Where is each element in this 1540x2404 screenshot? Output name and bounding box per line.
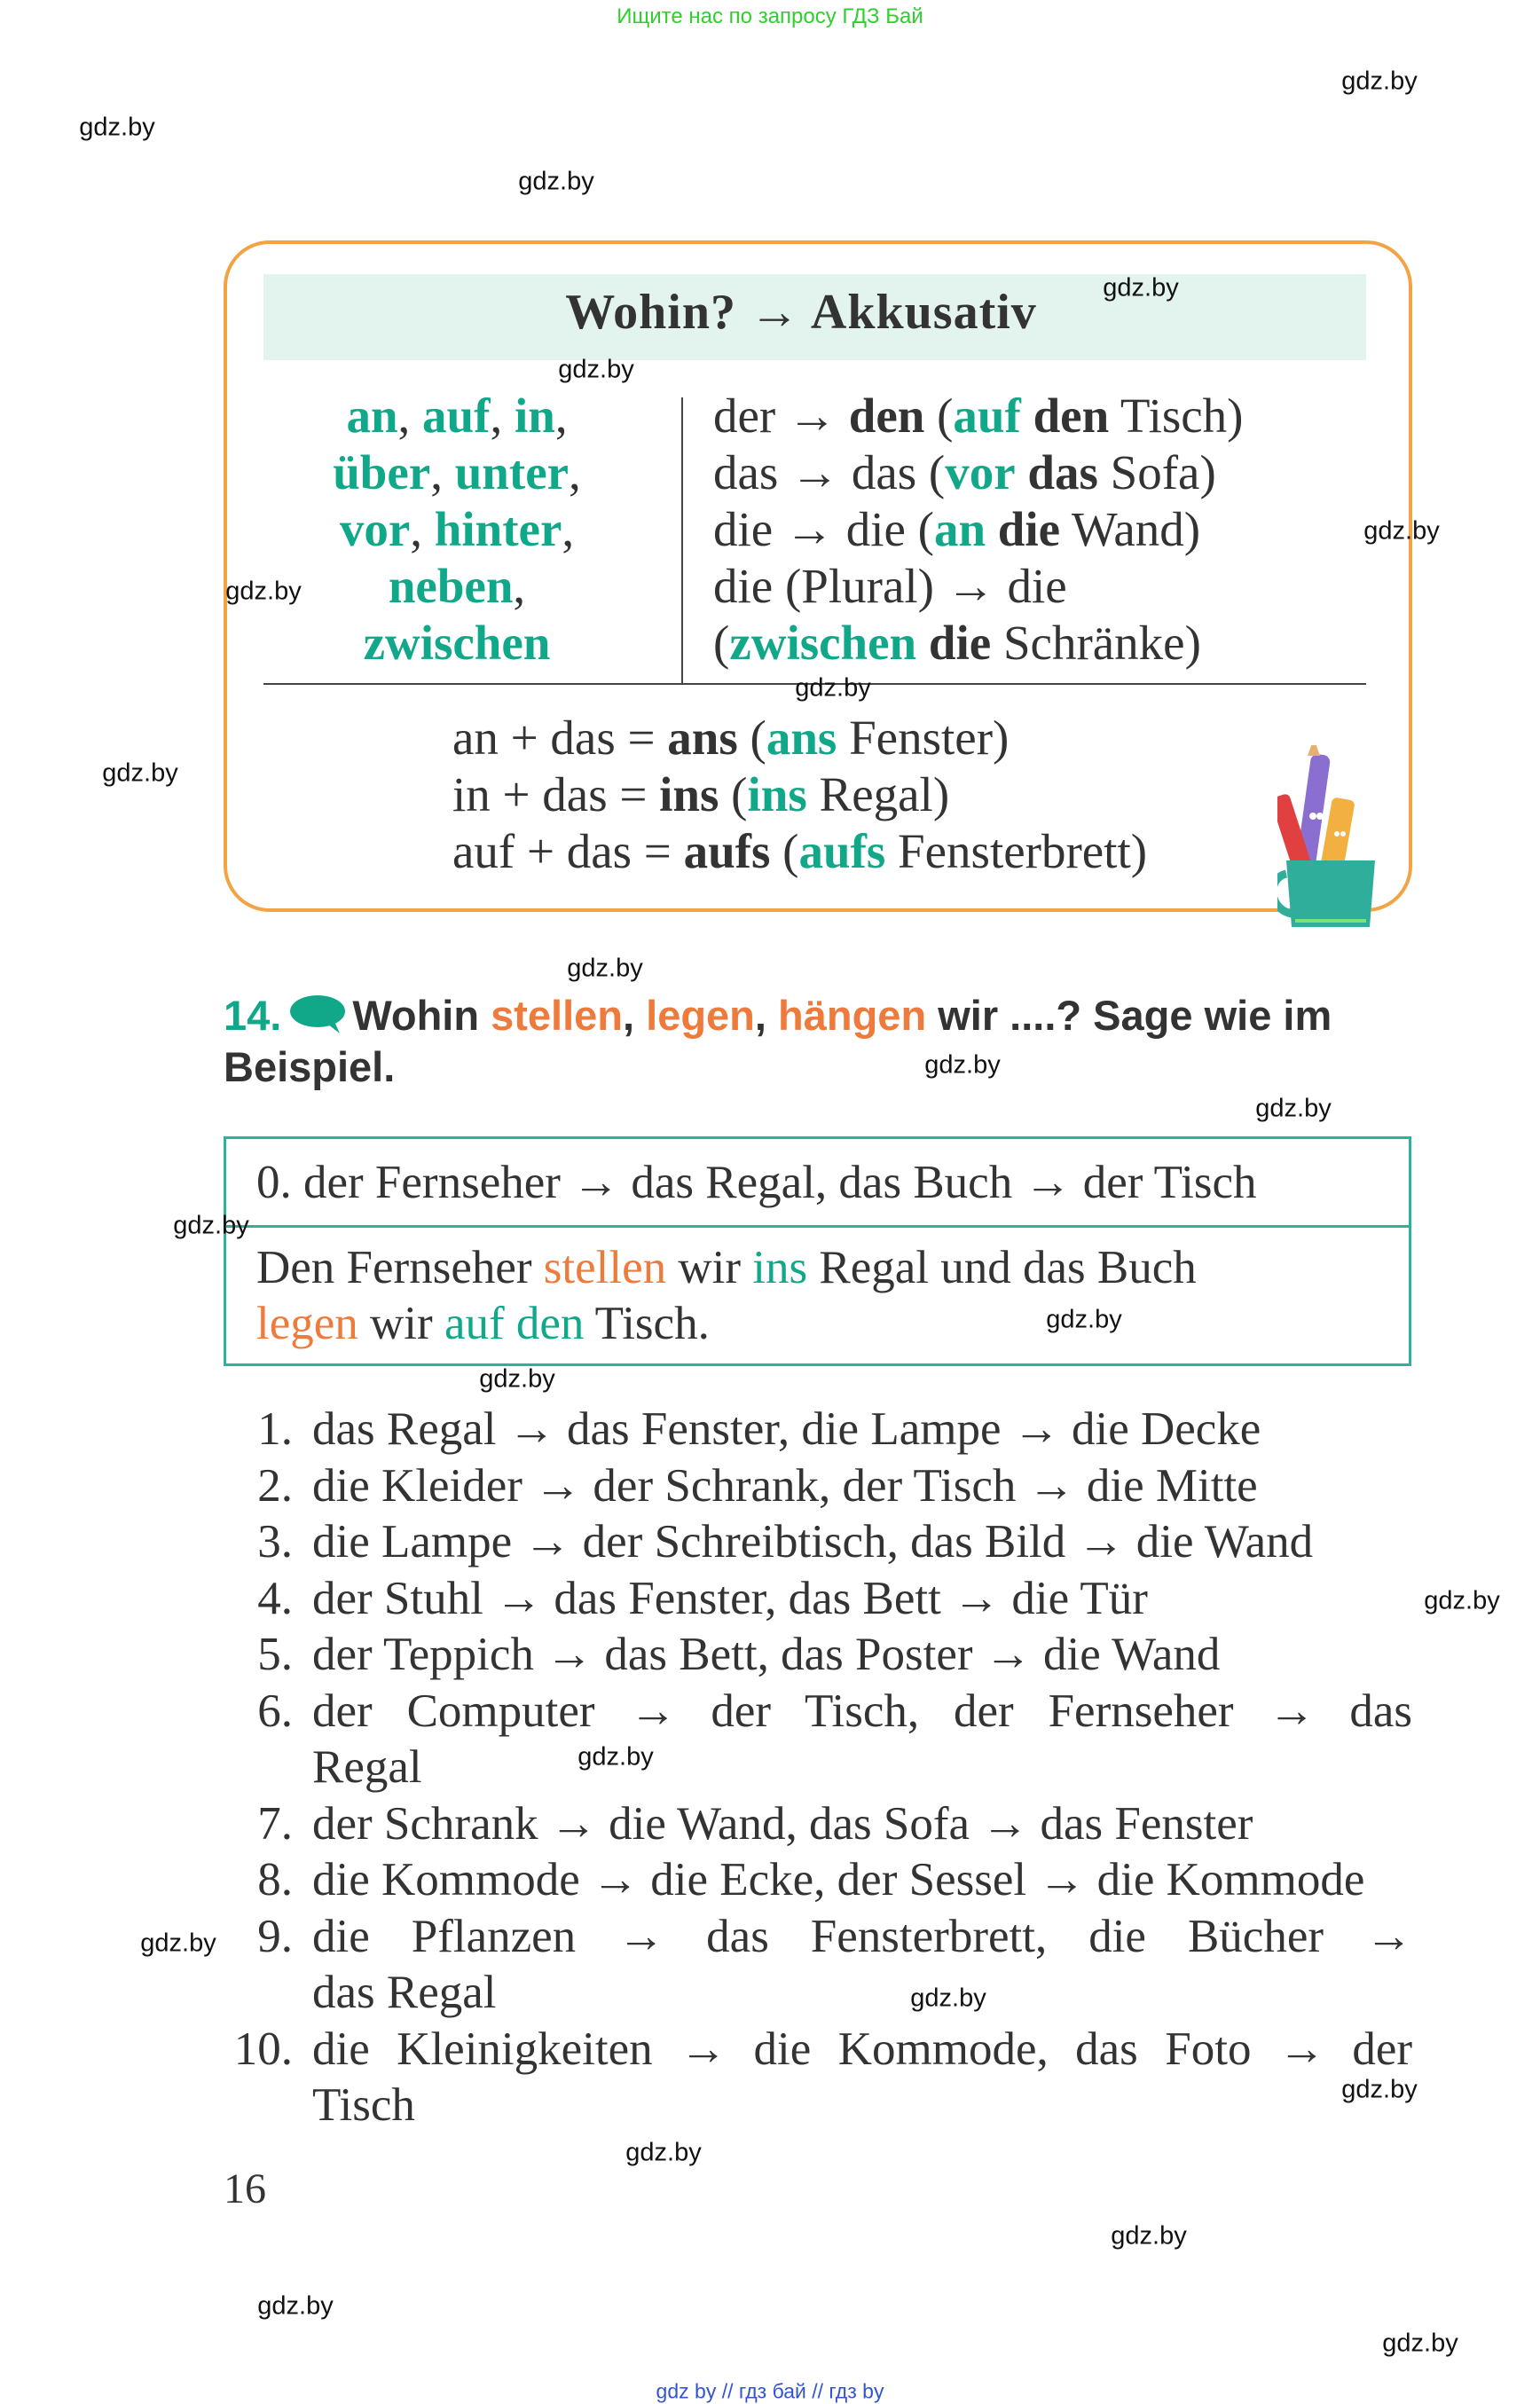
example-divider (226, 1225, 1409, 1228)
item-text: der Computer → der Tisch, der Fernseher → das (312, 1685, 1412, 1737)
watermark: gdz.by (1341, 2075, 1418, 2104)
watermark: gdz.by (79, 113, 155, 142)
text-segment (986, 502, 998, 556)
item-text: die Pflanzen → das Fensterbrett, die Bücher → (312, 1910, 1412, 1962)
highlighted-word: an (933, 502, 986, 556)
item-text: die Kleider → der Schrank, der Tisch → die Mitte (312, 1459, 1258, 1512)
pencil-mug-illustration (1277, 745, 1410, 936)
highlighted-word: über (333, 445, 431, 499)
watermark: gdz.by (558, 355, 634, 384)
item-number: 1. (257, 1403, 293, 1455)
highlighted-word: legen (256, 1298, 358, 1349)
footer-links[interactable]: gdz by // гдз бай // гдз by (656, 2379, 884, 2403)
exercise-item (224, 1627, 1412, 1684)
text-segment: die (Plural) → die (713, 559, 1067, 613)
watermark: gdz.by (140, 1929, 216, 1958)
highlighted-word: neben (388, 559, 514, 613)
text-line (263, 444, 650, 501)
text-segment: , (410, 502, 435, 556)
item-number: 3. (257, 1516, 293, 1567)
search-hint-banner[interactable]: Ищите нас по запросу ГДЗ Бай (617, 4, 923, 28)
watermark: gdz.by (1424, 1586, 1500, 1615)
text-segment: ( (770, 824, 799, 878)
text-segment: , (397, 389, 423, 443)
highlighted-word: zwischen (363, 616, 551, 670)
highlighted-word: aufs (683, 824, 771, 878)
text-line (263, 558, 650, 615)
text-segment: der → (713, 389, 849, 443)
text-segment: , (623, 992, 647, 1039)
highlighted-word: auf (422, 389, 491, 443)
text-segment (1016, 445, 1028, 499)
example-answer (256, 1240, 1197, 1352)
exercise-item (224, 1684, 1412, 1796)
item-text: die Kleinigkeiten → die Kommode, das Foto → der (312, 2023, 1412, 2075)
exercise-item (224, 1514, 1412, 1571)
exercise-item (224, 1796, 1412, 1853)
highlighted-word: ins (747, 767, 807, 821)
exercise-item (224, 1458, 1412, 1515)
speech-bubble-icon (288, 994, 347, 1043)
text-segment: , (569, 445, 581, 499)
exercise-item (224, 1402, 1412, 1458)
text-segment: , (490, 389, 515, 443)
item-text: die Lampe → der Schreibtisch, das Bild → die Wand (312, 1516, 1314, 1567)
highlighted-word: ans (667, 711, 738, 765)
item-number: 6. (257, 1685, 293, 1737)
text-line (713, 615, 1244, 672)
text-segment: Tisch) (1109, 389, 1244, 443)
text-segment: , (754, 992, 779, 1039)
exercise-item (224, 1852, 1412, 1909)
text-segment: , (430, 445, 455, 499)
item-number: 8. (257, 1854, 293, 1905)
item-text: der Stuhl → das Fenster, das Bett → die Tür (312, 1572, 1148, 1624)
highlighted-word: hängen (778, 992, 927, 1039)
item-text: das Regal (312, 1967, 497, 2018)
watermark: gdz.by (1382, 2329, 1458, 2358)
highlighted-word: stellen (491, 992, 624, 1039)
text-segment: Wand) (1060, 502, 1201, 556)
item-text: der Teppich → das Bett, das Poster → die Wand (312, 1629, 1221, 1680)
item-text: das Regal → das Fenster, die Lampe → die Decke (312, 1403, 1261, 1455)
text-segment: 0. der Fernseher → das Regal, das Buch → der Tisch (256, 1157, 1257, 1208)
text-segment (1021, 389, 1033, 443)
highlighted-word: zwischen (729, 616, 917, 670)
text-segment: ( (737, 711, 766, 765)
watermark: gdz.by (518, 167, 594, 196)
highlighted-word: in (514, 389, 555, 443)
text-segment: in + das = (452, 767, 660, 821)
text-line (263, 388, 650, 444)
highlighted-word: den (1033, 389, 1110, 443)
watermark: gdz.by (1255, 1094, 1332, 1123)
page-number: 16 (224, 2165, 266, 2212)
prepositions-list (263, 388, 650, 672)
item-number: 9. (257, 1910, 293, 1962)
text-segment: Den Fernseher (256, 1242, 544, 1293)
text-segment: das → das ( (713, 445, 946, 499)
item-number: 2. (257, 1459, 293, 1512)
text-line (263, 615, 650, 672)
text-segment: Regal und das Buch (807, 1242, 1197, 1293)
highlighted-word: unter (454, 445, 570, 499)
text-segment: Tisch. (584, 1298, 710, 1349)
highlighted-word: hinter (434, 502, 562, 556)
task-instruction (224, 992, 1332, 1090)
text-segment: , (513, 559, 526, 613)
text-segment: Wohin (352, 992, 491, 1039)
exercise-item (224, 1571, 1412, 1628)
text-segment: ( (719, 767, 748, 821)
example-prompt (256, 1155, 1257, 1211)
item-text: Regal (312, 1741, 422, 1793)
text-line (713, 388, 1244, 444)
text-segment: ( (924, 389, 954, 443)
text-segment: Fensterbrett) (885, 824, 1148, 878)
text-segment: die → die ( (713, 502, 934, 556)
watermark: gdz.by (1103, 273, 1179, 302)
highlighted-word: vor (945, 445, 1016, 499)
text-segment: Schränke) (991, 616, 1201, 670)
text-segment: Sofa) (1097, 445, 1216, 499)
item-text: Tisch (312, 2079, 415, 2131)
text-segment: , (554, 389, 568, 443)
item-number: 7. (257, 1797, 293, 1850)
watermark: gdz.by (173, 1211, 249, 1240)
text-line (713, 501, 1244, 558)
highlighted-word: ins (659, 767, 719, 821)
text-line (263, 501, 650, 558)
text-segment: wir (358, 1298, 444, 1349)
text-line (452, 766, 1147, 823)
watermark: gdz.by (479, 1364, 555, 1394)
highlighted-word: auf den (444, 1298, 585, 1349)
text-segment: wir (666, 1242, 753, 1293)
watermark: gdz.by (924, 1050, 1001, 1080)
item-number: 10. (233, 2023, 293, 2075)
watermark: gdz.by (257, 2291, 334, 2321)
watermark: gdz.by (1363, 516, 1440, 546)
watermark: gdz.by (910, 1984, 986, 2013)
article-changes (713, 388, 1244, 672)
text-line (452, 710, 1147, 766)
exercise-items (224, 1402, 1412, 2134)
item-number: 4. (257, 1572, 293, 1624)
watermark: gdz.by (102, 758, 178, 788)
item-text: die Kommode → die Ecke, der Sessel → die Kommode (312, 1854, 1365, 1905)
highlighted-word: stellen (543, 1242, 667, 1293)
text-segment (916, 616, 929, 670)
watermark: gdz.by (225, 577, 302, 606)
text-segment: Fenster) (837, 711, 1010, 765)
highlighted-word: vor (339, 502, 411, 556)
watermark: gdz.by (567, 954, 643, 983)
text-segment: wir ....? Sage wie im Beispiel. (224, 992, 1332, 1090)
text-segment: Regal) (806, 767, 950, 821)
exercise-item (224, 2022, 1412, 2134)
highlighted-word: den (848, 389, 925, 443)
contractions (452, 710, 1147, 880)
text-segment: auf + das = (452, 824, 684, 878)
example-box (224, 1136, 1411, 1366)
exercise-item (224, 1909, 1412, 2022)
text-segment: ( (713, 616, 730, 670)
text-segment: , (562, 502, 575, 556)
text-segment: an + das = (452, 711, 668, 765)
highlighted-word: ans (766, 711, 837, 765)
highlighted-word: die (928, 616, 992, 670)
column-divider (681, 397, 683, 683)
text-line (713, 444, 1244, 501)
highlighted-word: aufs (798, 824, 886, 878)
watermark: gdz.by (1111, 2221, 1187, 2251)
item-text: der Schrank → die Wand, das Sofa → das Fenster (312, 1797, 1253, 1850)
item-number: 5. (257, 1629, 293, 1680)
highlighted-word: auf (953, 389, 1021, 443)
watermark: gdz.by (1341, 67, 1418, 96)
watermark: gdz.by (795, 673, 871, 703)
text-line (452, 823, 1147, 880)
highlighted-word: an (346, 389, 398, 443)
highlighted-word: das (1027, 445, 1098, 499)
highlighted-word: legen (646, 992, 755, 1039)
task-heading (224, 992, 1412, 1091)
watermark: gdz.by (578, 1742, 654, 1772)
highlighted-word: ins (752, 1242, 808, 1293)
text-line (713, 558, 1244, 615)
highlighted-word: die (997, 502, 1061, 556)
rule-title: Wohin? → Akkusativ (565, 285, 1037, 340)
watermark: gdz.by (625, 2138, 702, 2167)
task-number: 14. (224, 992, 282, 1039)
watermark: gdz.by (1046, 1305, 1122, 1334)
